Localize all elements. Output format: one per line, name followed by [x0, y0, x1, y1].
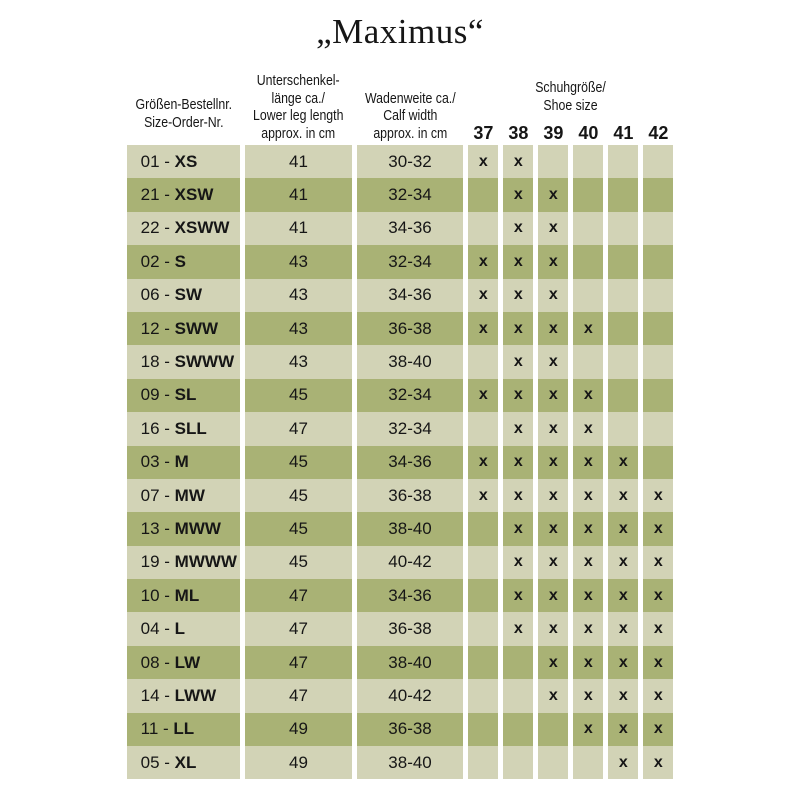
order-number: 09 - [140, 385, 175, 405]
calf-width-cell: 32-34 [357, 379, 464, 412]
shoe-size-38-cell: x [503, 379, 533, 412]
shoe-size-38-cell: x [503, 345, 533, 378]
order-number: 08 - [140, 652, 175, 672]
table-row [127, 178, 674, 211]
size-code: XS [174, 151, 198, 171]
table-row [127, 345, 674, 378]
shoe-size-42-cell: x [643, 579, 673, 612]
shoe-size-37-cell [468, 178, 498, 211]
size-order-cell [127, 512, 241, 545]
shoe-size-42-cell [643, 178, 673, 211]
calf-width-cell: 34-36 [357, 579, 464, 612]
shoe-size-40-cell: x [573, 713, 603, 746]
shoe-size-38-cell [503, 746, 533, 779]
size-code: M [174, 452, 189, 472]
shoe-size-40-cell [573, 145, 603, 178]
shoe-size-41-cell: x [608, 646, 638, 679]
leg-length-cell: 45 [245, 379, 351, 412]
size-code: ML [174, 585, 200, 605]
shoe-size-37-cell: x [468, 145, 498, 178]
size-order-cell [127, 646, 241, 679]
order-number: 14 - [140, 685, 175, 705]
table-body [127, 145, 674, 779]
shoe-size-42-cell [643, 245, 673, 278]
calf-width-cell: 36-38 [357, 312, 464, 345]
calf-width-cell: 38-40 [357, 746, 464, 779]
order-number: 22 - [140, 218, 175, 238]
shoe-size-42-cell [643, 312, 673, 345]
shoe-size-37-cell: x [468, 479, 498, 512]
shoe-size-38-cell: x [503, 612, 533, 645]
header-line: Größen-Bestellnr. [135, 97, 232, 113]
shoe-size-39-cell [538, 713, 568, 746]
shoe-size-41-cell: x [608, 446, 638, 479]
size-code: MW [174, 485, 205, 505]
shoe-size-38-cell: x [503, 212, 533, 245]
shoe-size-41-cell: x [608, 479, 638, 512]
size-order-cell [127, 746, 241, 779]
calf-width-cell: 36-38 [357, 479, 464, 512]
leg-length-cell: 47 [245, 412, 351, 445]
table-row [127, 713, 674, 746]
col-header-size-order [127, 55, 241, 145]
leg-length-cell: 47 [245, 612, 351, 645]
table-row [127, 212, 674, 245]
shoe-size-41-cell: x [608, 679, 638, 712]
shoe-size-40-cell: x [573, 479, 603, 512]
shoe-size-42-cell: x [643, 679, 673, 712]
order-number: 11 - [140, 719, 174, 739]
size-code: LL [173, 719, 195, 739]
shoe-size-41-cell: x [608, 713, 638, 746]
shoe-size-39-cell: x [538, 546, 568, 579]
size-code: SWW [174, 318, 219, 338]
leg-length-cell: 43 [245, 312, 351, 345]
table-row [127, 579, 674, 612]
shoe-size-42-cell [643, 379, 673, 412]
col-header-shoe-38: 38 [508, 122, 529, 143]
col-header-shoe-40: 40 [578, 122, 599, 143]
shoe-size-37-cell: x [468, 379, 498, 412]
leg-length-cell: 43 [245, 245, 351, 278]
shoe-size-37-cell [468, 646, 498, 679]
shoe-size-40-cell: x [573, 679, 603, 712]
leg-length-cell: 43 [245, 345, 351, 378]
leg-length-cell: 49 [245, 713, 351, 746]
leg-length-cell: 47 [245, 679, 351, 712]
shoe-size-41-cell: x [608, 512, 638, 545]
table-row [127, 646, 674, 679]
order-number: 21 - [140, 185, 175, 205]
table-row [127, 679, 674, 712]
shoe-size-41-cell: x [608, 579, 638, 612]
size-order-cell [127, 379, 241, 412]
col-header-shoe-42: 42 [648, 122, 669, 143]
shoe-size-42-cell [643, 279, 673, 312]
calf-width-cell: 36-38 [357, 612, 464, 645]
shoe-size-38-cell: x [503, 446, 533, 479]
header-line: Calf width [382, 108, 438, 124]
shoe-size-42-cell [643, 446, 673, 479]
calf-width-cell: 30-32 [357, 145, 464, 178]
order-number: 10 - [140, 585, 175, 605]
order-number: 02 - [140, 251, 175, 271]
col-header-shoe-37: 37 [473, 122, 494, 143]
size-order-cell [127, 579, 241, 612]
shoe-size-41-cell: x [608, 746, 638, 779]
shoe-size-37-cell [468, 212, 498, 245]
shoe-size-41-cell [608, 279, 638, 312]
order-number: 13 - [140, 518, 175, 538]
shoe-size-37-cell [468, 512, 498, 545]
shoe-size-39-cell: x [538, 379, 568, 412]
shoe-size-40-cell: x [573, 412, 603, 445]
size-order-cell [127, 446, 241, 479]
size-order-cell [127, 612, 241, 645]
leg-length-cell: 41 [245, 145, 351, 178]
col-header-leg-length [245, 55, 351, 145]
header-line: Wadenweite ca./ [364, 90, 456, 107]
shoe-size-41-cell: x [608, 612, 638, 645]
shoe-size-39-cell: x [538, 579, 568, 612]
shoe-size-38-cell [503, 713, 533, 746]
header-line: länge ca./ [271, 90, 326, 107]
shoe-size-39-cell: x [538, 178, 568, 211]
shoe-size-39-cell: x [538, 312, 568, 345]
order-number: 04 - [140, 619, 175, 639]
size-code: LW [174, 652, 201, 672]
shoe-size-37-cell: x [468, 312, 498, 345]
shoe-size-41-cell [608, 379, 638, 412]
size-code: LWW [174, 685, 217, 705]
shoe-size-39-cell: x [538, 479, 568, 512]
table-row [127, 379, 674, 412]
table-header [127, 55, 674, 145]
shoe-size-39-cell: x [538, 612, 568, 645]
shoe-size-37-cell [468, 746, 498, 779]
size-code: SLL [174, 418, 207, 438]
size-code: S [174, 251, 187, 271]
shoe-size-37-cell [468, 612, 498, 645]
shoe-size-41-cell [608, 212, 638, 245]
size-order-cell [127, 713, 241, 746]
calf-width-cell: 38-40 [357, 512, 464, 545]
shoe-size-40-cell: x [573, 646, 603, 679]
size-code: XL [174, 752, 197, 772]
leg-length-cell: 45 [245, 546, 351, 579]
page-title: „Maximus“ [316, 12, 484, 51]
leg-length-cell: 47 [245, 579, 351, 612]
leg-length-cell: 49 [245, 746, 351, 779]
calf-width-cell: 38-40 [357, 646, 464, 679]
shoe-size-37-cell [468, 345, 498, 378]
shoe-size-40-cell: x [573, 579, 603, 612]
leg-length-cell: 43 [245, 279, 351, 312]
shoe-size-37-cell [468, 579, 498, 612]
shoe-size-40-cell [573, 279, 603, 312]
shoe-size-38-cell: x [503, 412, 533, 445]
order-number: 06 - [140, 285, 175, 305]
size-code: SWWW [174, 352, 235, 372]
shoe-size-42-cell: x [643, 546, 673, 579]
shoe-size-37-cell [468, 412, 498, 445]
order-number: 01 - [140, 151, 175, 171]
table-row [127, 312, 674, 345]
size-order-cell [127, 212, 241, 245]
header-line: Unterschenkel- [257, 73, 340, 89]
shoe-size-37-cell: x [468, 446, 498, 479]
leg-length-cell: 41 [245, 178, 351, 211]
table-row [127, 412, 674, 445]
calf-width-cell: 34-36 [357, 279, 464, 312]
size-order-cell [127, 345, 241, 378]
size-order-cell [127, 145, 241, 178]
size-order-cell [127, 546, 241, 579]
shoe-size-38-cell: x [503, 512, 533, 545]
shoe-size-40-cell: x [573, 546, 603, 579]
size-code: L [174, 619, 186, 639]
shoe-size-41-cell: x [608, 546, 638, 579]
leg-length-cell: 41 [245, 212, 351, 245]
shoe-size-40-cell: x [573, 446, 603, 479]
shoe-size-38-cell: x [503, 178, 533, 211]
shoe-size-38-cell: x [503, 312, 533, 345]
size-order-cell [127, 312, 241, 345]
leg-length-cell: 45 [245, 512, 351, 545]
size-code: MWW [174, 518, 221, 538]
size-order-cell [127, 245, 241, 278]
calf-width-cell: 32-34 [357, 245, 464, 278]
shoe-size-37-cell [468, 546, 498, 579]
size-code: SL [174, 385, 197, 405]
header-line: approx. in cm [373, 125, 448, 142]
size-order-cell [127, 178, 241, 211]
order-number: 12 - [140, 318, 175, 338]
table-row [127, 746, 674, 779]
leg-length-cell: 47 [245, 646, 351, 679]
size-code: SW [174, 285, 203, 305]
table-row [127, 512, 674, 545]
shoe-size-42-cell: x [643, 512, 673, 545]
shoe-size-38-cell: x [503, 279, 533, 312]
size-order-cell [127, 279, 241, 312]
header-line: Lower leg length [253, 108, 344, 124]
shoe-size-39-cell: x [538, 245, 568, 278]
table-row [127, 479, 674, 512]
shoe-size-40-cell [573, 746, 603, 779]
col-header-shoe-41: 41 [613, 122, 634, 143]
shoe-size-39-cell [538, 145, 568, 178]
shoe-size-39-cell: x [538, 212, 568, 245]
shoe-size-39-cell: x [538, 646, 568, 679]
table-row [127, 612, 674, 645]
shoe-size-40-cell [573, 345, 603, 378]
calf-width-cell: 32-34 [357, 412, 464, 445]
header-line: approx. in cm [261, 125, 336, 142]
shoe-size-38-cell: x [503, 245, 533, 278]
shoe-size-42-cell: x [643, 713, 673, 746]
order-number: 19 - [140, 552, 175, 572]
shoe-size-37-cell: x [468, 245, 498, 278]
col-header-shoe-size [468, 55, 673, 119]
leg-length-cell: 45 [245, 446, 351, 479]
shoe-size-41-cell [608, 145, 638, 178]
size-order-cell [127, 412, 241, 445]
shoe-size-39-cell [538, 746, 568, 779]
calf-width-cell: 38-40 [357, 345, 464, 378]
header-row-main [127, 55, 674, 119]
shoe-size-38-cell [503, 679, 533, 712]
shoe-size-42-cell [643, 412, 673, 445]
calf-width-cell: 32-34 [357, 178, 464, 211]
shoe-size-37-cell [468, 713, 498, 746]
shoe-size-37-cell [468, 679, 498, 712]
shoe-size-41-cell [608, 178, 638, 211]
order-number: 18 - [140, 352, 175, 372]
table-row [127, 446, 674, 479]
shoe-size-37-cell: x [468, 279, 498, 312]
calf-width-cell: 36-38 [357, 713, 464, 746]
table-row [127, 279, 674, 312]
shoe-size-39-cell: x [538, 679, 568, 712]
shoe-size-38-cell: x [503, 546, 533, 579]
shoe-size-40-cell: x [573, 612, 603, 645]
shoe-size-41-cell [608, 345, 638, 378]
shoe-size-42-cell [643, 145, 673, 178]
header-line: Shoe size [543, 97, 598, 114]
shoe-size-39-cell: x [538, 345, 568, 378]
size-chart-table [122, 55, 679, 779]
shoe-size-38-cell: x [503, 145, 533, 178]
table-row [127, 145, 674, 178]
shoe-size-41-cell [608, 245, 638, 278]
size-code: XSWW [174, 218, 230, 238]
shoe-size-39-cell: x [538, 279, 568, 312]
order-number: 07 - [140, 485, 175, 505]
shoe-size-42-cell: x [643, 646, 673, 679]
size-order-cell [127, 479, 241, 512]
shoe-size-40-cell [573, 212, 603, 245]
calf-width-cell: 40-42 [357, 546, 464, 579]
size-code: XSW [174, 185, 214, 205]
shoe-size-39-cell: x [538, 412, 568, 445]
leg-length-cell: 45 [245, 479, 351, 512]
shoe-size-39-cell: x [538, 512, 568, 545]
col-header-calf-width [357, 55, 464, 145]
shoe-size-38-cell [503, 646, 533, 679]
shoe-size-41-cell [608, 312, 638, 345]
shoe-size-40-cell: x [573, 312, 603, 345]
shoe-size-42-cell [643, 345, 673, 378]
shoe-size-42-cell: x [643, 746, 673, 779]
order-number: 03 - [140, 452, 175, 472]
size-order-cell [127, 679, 241, 712]
shoe-size-42-cell: x [643, 612, 673, 645]
shoe-size-40-cell: x [573, 512, 603, 545]
shoe-size-40-cell: x [573, 379, 603, 412]
order-number: 16 - [140, 418, 175, 438]
calf-width-cell: 34-36 [357, 446, 464, 479]
shoe-size-40-cell [573, 178, 603, 211]
shoe-size-38-cell: x [503, 479, 533, 512]
shoe-size-40-cell [573, 245, 603, 278]
shoe-size-39-cell: x [538, 446, 568, 479]
shoe-size-38-cell: x [503, 579, 533, 612]
calf-width-cell: 40-42 [357, 679, 464, 712]
order-number: 05 - [140, 752, 175, 772]
shoe-size-42-cell [643, 212, 673, 245]
calf-width-cell: 34-36 [357, 212, 464, 245]
shoe-size-41-cell [608, 412, 638, 445]
size-code: MWWW [174, 552, 237, 572]
header-line: Schuhgröße/ [535, 80, 607, 96]
col-header-shoe-39: 39 [543, 122, 564, 143]
header-line: Size-Order-Nr. [143, 114, 224, 131]
table-row [127, 546, 674, 579]
shoe-size-42-cell: x [643, 479, 673, 512]
table-row [127, 245, 674, 278]
